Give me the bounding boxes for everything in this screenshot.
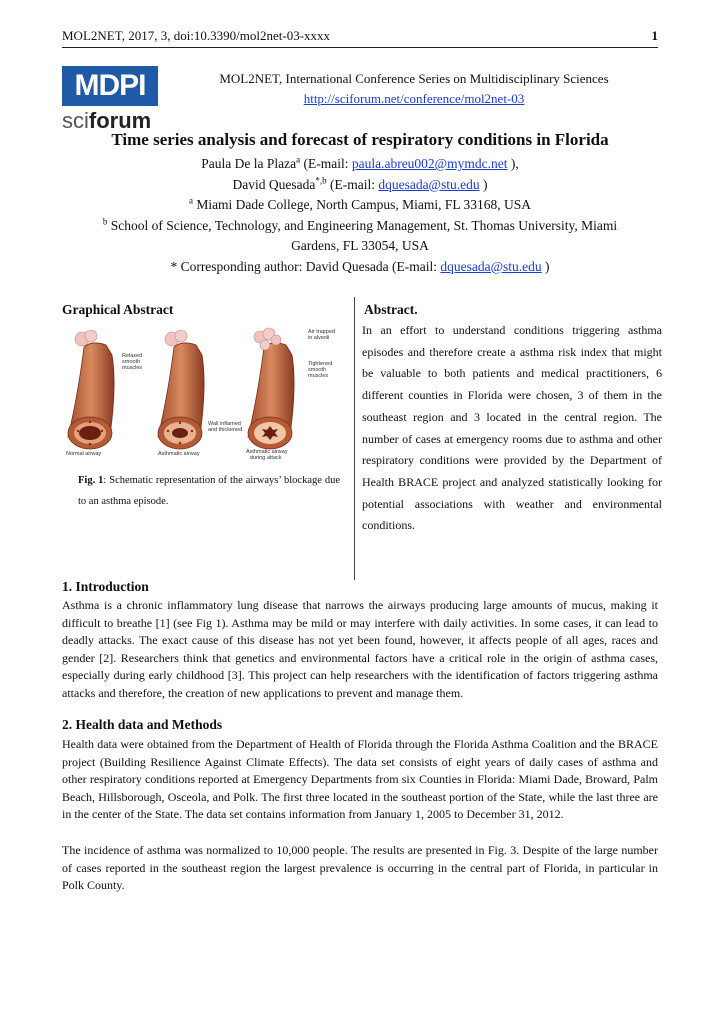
author-1-email-link[interactable]: paula.abreu002@mymdc.net [351,156,508,171]
conference-info [170,69,658,109]
affiliation-b [62,216,658,237]
airway-figure [62,325,344,460]
author-1-name: Paula De la Plaza [201,156,297,171]
attack-airway-illustration [248,328,294,449]
affiliation-b-cont: Gardens, FL 33054, USA [291,238,429,253]
label-relaxed-3: muscles [122,365,143,371]
header-citation: MOL2NET, 2017, 3, doi:10.3390/mol2net-03-xxxx [62,28,331,43]
asthmatic-airway-illustration [158,330,204,449]
normal-airway-illustration [68,330,114,449]
introduction-paragraph: Asthma is a chronic inflammatory lung disease that narrows the airways producing large amounts of mucus, making it difficult to breathe [1] (see Fig 1). Asthma may be mild or may interfere with daily activities. In some cases, it can lead to deadly attacks. The exact cause of this disease has not yet been found, however, it affects people of all ages, races and gender [2]. Researchers think that genetics and environmental factors have a critical role in the origin of asthma cases, especially during early childhood [3]. This project can help researchers with the identification of factors triggering asthma attacks and therefore, the creation of new applications to prevent and manage them. [62,598,658,700]
paper-title: Time series analysis and forecast of respiratory conditions in Florida [111,130,609,149]
figure-caption [78,470,340,512]
label-asthmatic: Asthmatic airway [158,451,200,457]
column-divider [354,297,355,580]
label-wall-1: Wall inflamed [208,421,241,427]
label-attack-2: during attack [250,455,282,460]
author-block [62,154,658,277]
label-air-trapped-2: in alveoli [308,335,330,341]
author-1-sup: a [296,154,301,165]
affiliation-b-sup: b [102,216,108,226]
introduction-heading: 1. Introduction [62,579,149,594]
methods-paragraph-2: The incidence of asthma was normalized to 10,000 people. The results are presented in Fig. 3. Despite of the large number of cases reported in the southeast region the largest prevalence is occurring in the central part of Florida, in particular in Polk County. [62,843,658,893]
label-wall-2: and thickened [208,427,243,433]
label-tightened-3: muscles [308,373,329,379]
methods-paragraph-1: Health data were obtained from the Department of Health of Florida through the Florida Asthma Coalition and the BRACE project (Building Resilience Against Climate Effects). The data set consists of eight years of daily cases of asthma and other respiratory conditions reported at Emergency Departments from six Counties in Florida: Miami Dade, Broward, Palm Beach, Hillsborough, Osceola, and Polk. The first three located in the southeast portion of the State, while the last three are in the center of the State. The data set contains information from January 1, 2005 to December 31, 2012. [62,737,658,822]
corresponding-author [62,257,658,278]
corresponding-email-link[interactable]: dquesada@stu.edu [440,258,542,274]
label-relaxed-2: smooth [122,359,141,365]
label-relaxed-1: Relaxed [122,353,143,359]
affiliation-b-text: School of Science, Technology, and Engineering Management, St. Thomas University, Miami [107,217,618,233]
mdpi-logo: MDPI [62,66,158,106]
label-attack-1: Asthmatic airway [246,449,288,455]
affiliation-a-sup: a [188,195,193,206]
conference-name: MOL2NET, International Conference Series on Multidisciplinary Sciences [219,71,609,86]
author-2-email-link[interactable]: dquesada@stu.edu [378,176,480,192]
methods-heading: 2. Health data and Methods [62,717,223,732]
author-2-email-prefix: (E-mail: [326,176,379,192]
author-1-email-suffix: ), [507,156,519,171]
author-2-email-suffix: ) [479,176,488,192]
label-normal: Normal airway [66,451,102,457]
sciforum-logo-sci: sci [62,108,89,133]
page-number: 1 [651,28,658,43]
author-1-email-prefix: (E-mail: [300,156,352,171]
graphical-abstract-heading: Graphical Abstract [62,302,174,317]
author-2-sup: *,b [315,175,327,185]
sciforum-logo-forum: forum [88,108,152,133]
affiliation-a [62,195,658,216]
header-rule [62,47,658,48]
label-tightened-2: smooth [308,367,327,373]
running-header [62,28,658,44]
corresponding-prefix: * Corresponding author: David Quesada (E-mail: [170,258,441,274]
abstract-text: In an effort to understand conditions triggering asthma episodes and therefore create a asthma risk index that might be valuable to both patients and medical practitioners, 6 different counties in Florida were chosen, 3 of them in the southeast region and 3 located in the central region. The number of cases at emergency rooms due to asthma and other respiratory conditions were provided by the Department of Health BRACE project and analyzed statistically looking for potential associations with weather and environmental conditions. [362,323,662,533]
corresponding-suffix: ) [541,258,550,274]
author-2 [62,175,658,196]
author-2-name: David Quesada [232,176,316,192]
mdpi-sciforum-logo [62,66,158,134]
figure-caption-label: Fig. 1 [78,475,104,486]
affiliation-a-text: Miami Dade College, North Campus, Miami, FL 33168, USA [192,197,532,212]
abstract-heading: Abstract. [364,302,418,317]
figure-caption-text: : Schematic representation of the airways’ blockage due to an asthma episode. [78,475,340,507]
author-1 [62,154,658,175]
label-tightened-1: Tightened [308,361,333,367]
label-air-trapped-1: Air trapped [308,329,335,335]
conference-link[interactable]: http://sciforum.net/conference/mol2net-03 [303,91,525,106]
